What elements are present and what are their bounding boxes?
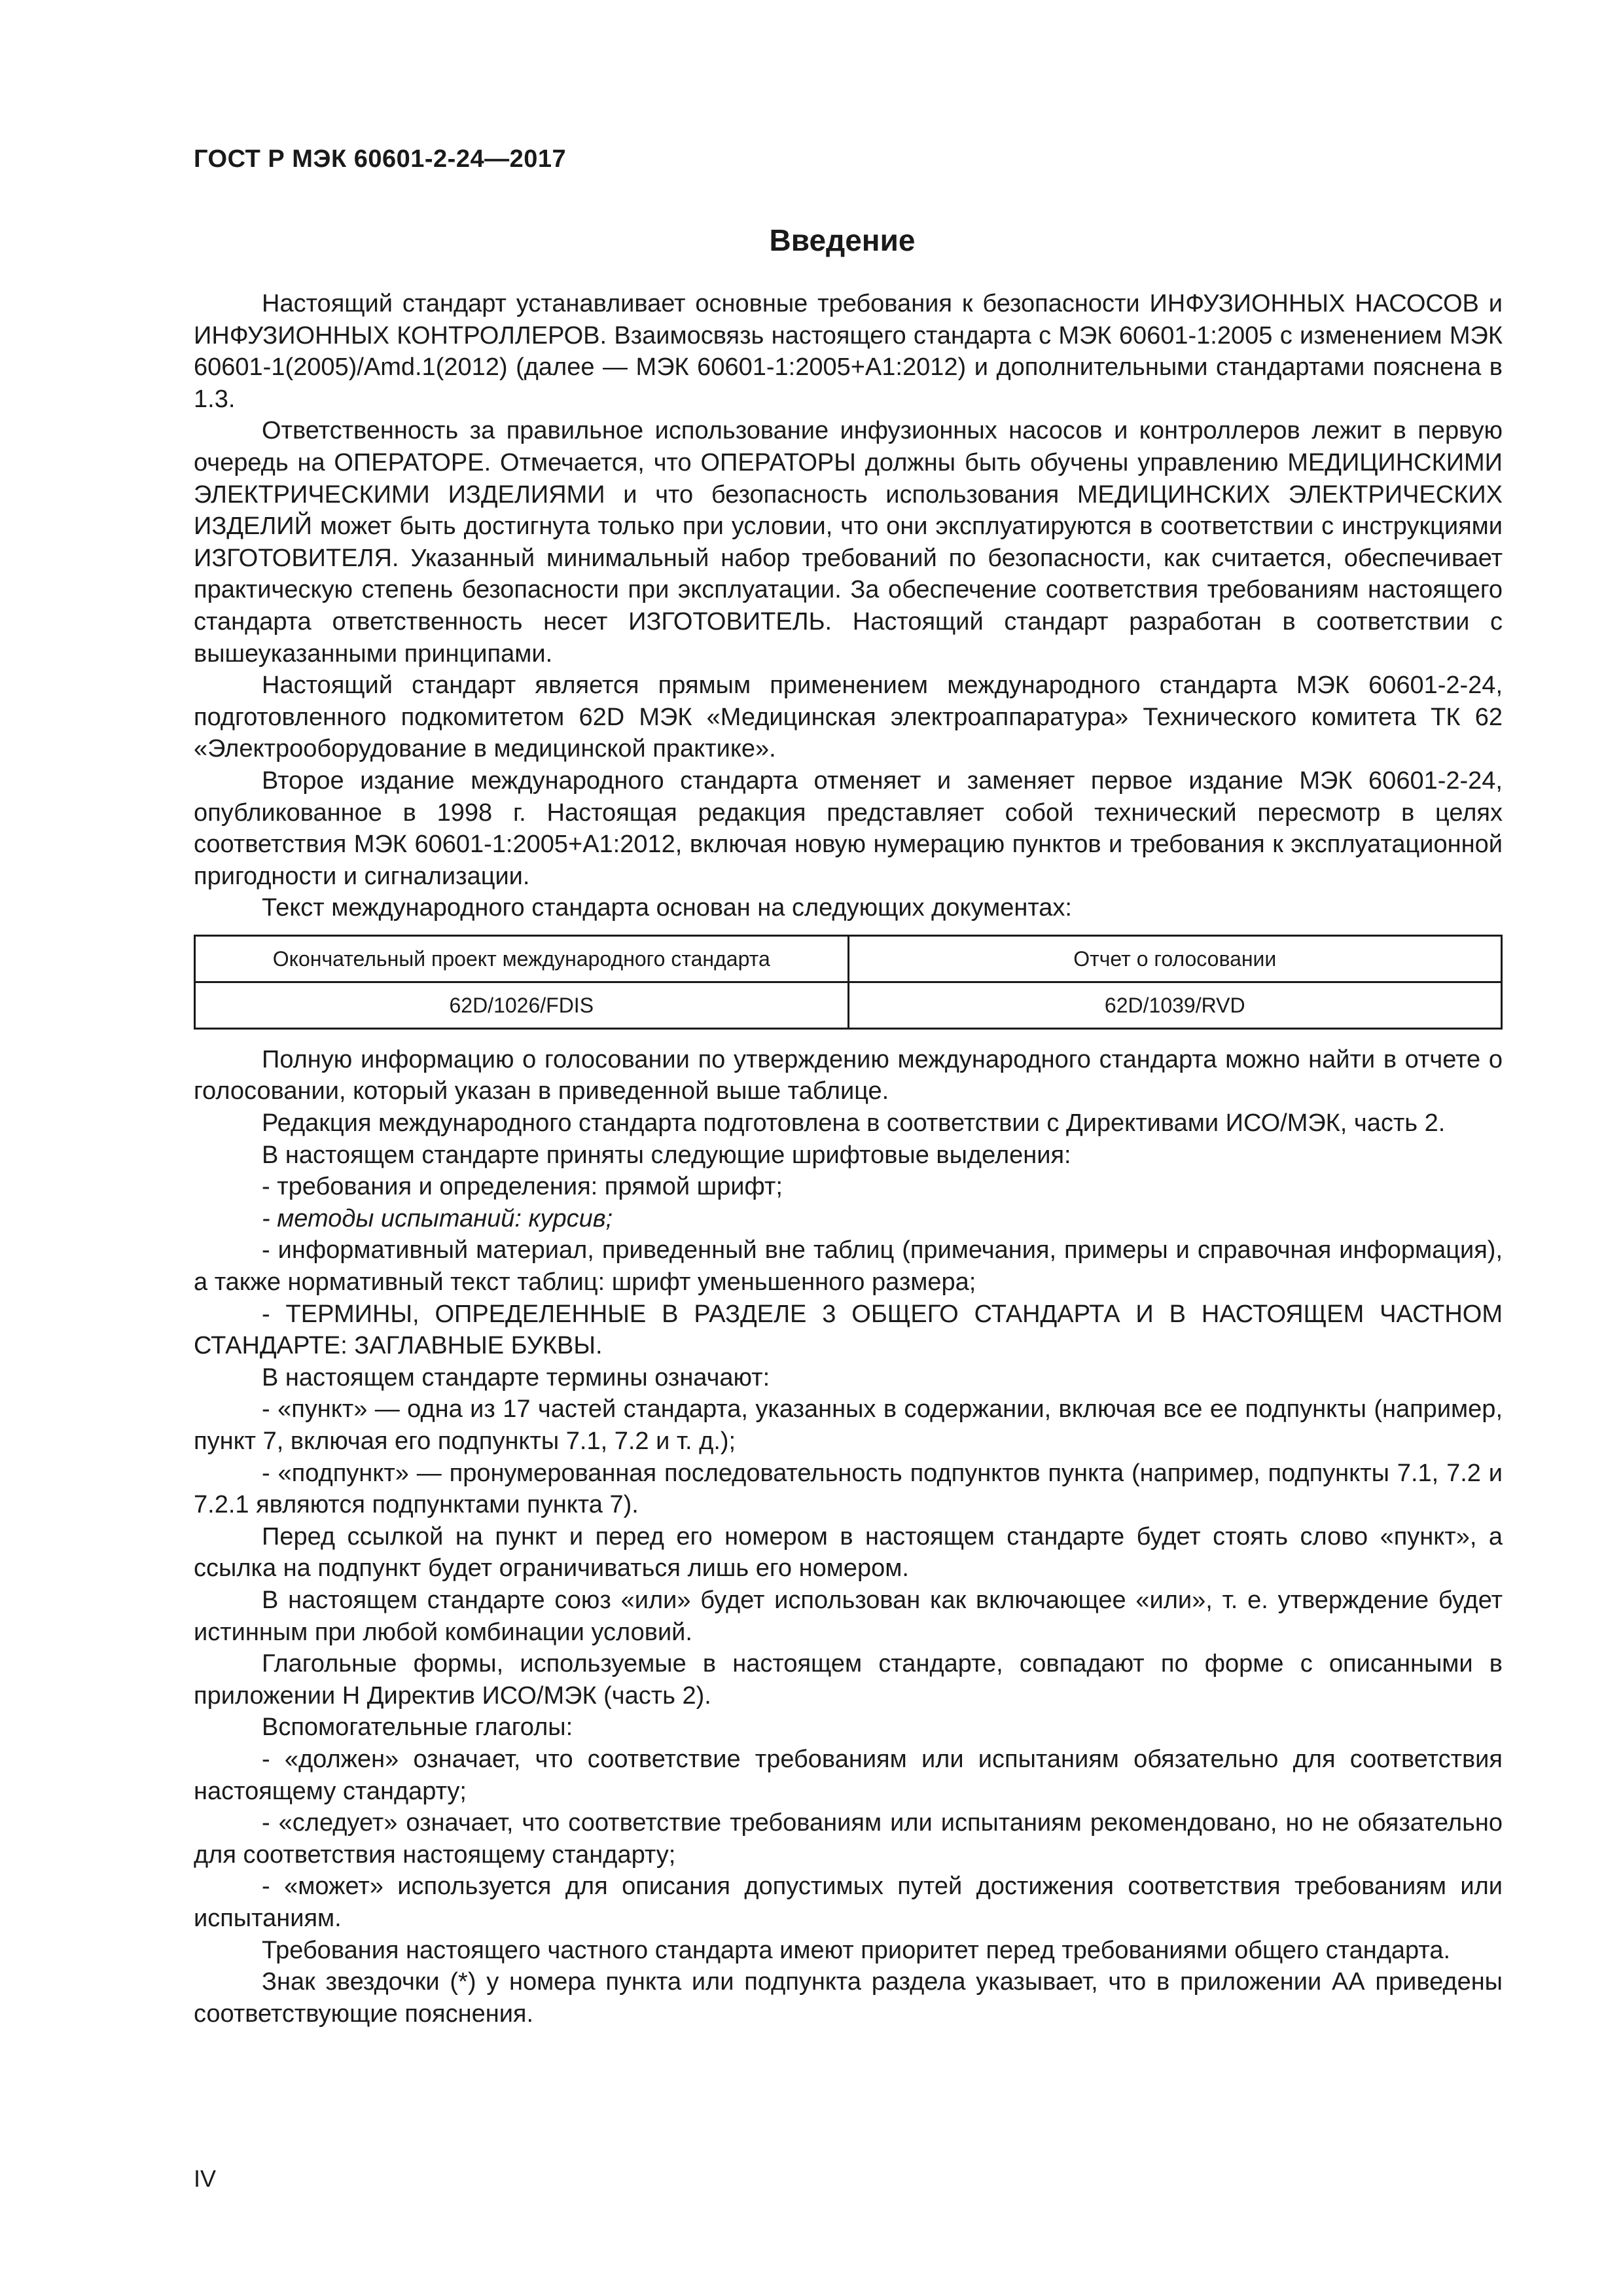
paragraph: Требования настоящего частного стандарта имеют приоритет перед требованиями общего стандарта. (262, 1936, 1451, 1964)
paragraph: Редакция международного стандарта подготовлена в соответствии с Директивами ИСО/МЭК, часть 2. (262, 1109, 1446, 1138)
paragraph: Глагольные формы, используемые в настоящем стандарте, совпадают по форме с описанными в приложении Н Директив ИСО/МЭК (часть 2). (194, 1650, 1503, 1710)
table-header-row (195, 935, 1502, 982)
paragraph: Перед ссылкой на пункт и перед его номером в настоящем стандарте будет стоять слово «пункт», а ссылка на подпункт будет ограничиваться лишь его номером. (194, 1522, 1503, 1583)
paragraph: В настоящем стандарте термины означают: (262, 1363, 770, 1391)
paragraph: - информативный материал, приведенный вне таблиц (примечания, примеры и справочная информация), а также нормативный текст таблиц: шрифт уменьшенного размера; (194, 1236, 1503, 1297)
paragraph: Вспомогательные глаголы: (262, 1713, 573, 1742)
paragraph: Полную информацию о голосовании по утверждению международного стандарта можно найти в отчете о голосовании, который указан в приведенной выше таблице. (194, 1045, 1503, 1105)
paragraph: Второе издание международного стандарта отменяет и заменяет первое издание МЭК 60601-2-24, опубликованное в 1998 г. Настоящая редакция представляет собой технический пересмотр в целях соответствия МЭК 60601-1:2005+А1:2012, включая новую нумерацию пунктов и требования к эксплуатационной пригодности и сигнализации. (194, 766, 1503, 890)
paragraph: - требования и определения: прямой шрифт; (262, 1173, 783, 1201)
paragraph: - «подпункт» — пронумерованная последовательность подпунктов пункта (например, подпункты 7.1, 7.2 и 7.2.1 являются подпунктами пункта 7). (194, 1459, 1503, 1519)
paragraph: - ТЕРМИНЫ, ОПРЕДЕЛЕННЫЕ В РАЗДЕЛЕ 3 ОБЩЕГО СТАНДАРТА И В НАСТОЯЩЕМ ЧАСТНОМ СТАНДАРТЕ: ЗАГЛАВНЫЕ БУКВЫ. (194, 1300, 1503, 1360)
paragraph: - «может» используется для описания допустимых путей достижения соответствия требованиям или испытаниям. (194, 1873, 1503, 1932)
table-header-cell: Отчет о голосовании (848, 935, 1502, 982)
table-cell: 62D/1026/FDIS (195, 982, 849, 1028)
paragraph: - «должен» означает, что соответствие требованиям или испытаниям обязательно для соответствия настоящему стандарту; (194, 1745, 1503, 1805)
paragraph-italic: - методы испытаний: курсив; (262, 1204, 613, 1232)
paragraph: Настоящий стандарт устанавливает основные требования к безопасности ИНФУЗИОННЫХ НАСОСОВ и ИНФУЗИОННЫХ КОНТРОЛЛЕРОВ. Взаимосвязь настоящего стандарта с МЭК 60601-1:2005 с изменением МЭК 60601-1(2005)/Amd.1(2012) (далее — МЭК 60601-1:2005+A1:2012) и дополнительными стандартами пояснена в 1.3. (194, 290, 1503, 413)
body-text (194, 288, 1503, 2030)
paragraph: - «пункт» — одна из 17 частей стандарта, указанных в содержании, включая все ее подпункты (например, пункт 7, включая его подпункты 7.1, 7.2 и т. д.); (194, 1395, 1503, 1455)
standard-code-header: ГОСТ Р МЭК 60601-2-24—2017 (194, 145, 567, 173)
section-title: Введение (769, 223, 916, 257)
paragraph: Знак звездочки (*) у номера пункта или подпункта раздела указывает, что в приложении АА приведены соответствующие пояснения. (194, 1968, 1503, 2028)
paragraph: - «следует» означает, что соответствие требованиям или испытаниям рекомендовано, но не обязательно для соответствия настоящему стандарту; (194, 1809, 1503, 1869)
paragraph: Текст международного стандарта основан на следующих документах: (262, 894, 1072, 922)
paragraph: Ответственность за правильное использование инфузионных насосов и контроллеров лежит в первую очередь на ОПЕРАТОРЕ. Отмечается, что ОПЕРАТОРЫ должны быть обучены управлению МЕДИЦИНСКИМИ ЭЛЕКТРИЧЕСКИМИ ИЗДЕЛИЯМИ и что безопасность использования МЕДИЦИНСКИХ ЭЛЕКТРИЧЕСКИХ ИЗДЕЛИЙ может быть достигнута только при условии, что они эксплуатируются в соответствии с инструкциями ИЗГОТОВИТЕЛЯ. Указанный минимальный набор требований по безопасности, как считается, обеспечивает практическую степень безопасности при эксплуатации. За обеспечение соответствия требованиям настоящего стандарта ответственность несет ИЗГОТОВИТЕЛЬ. Настоящий стандарт разработан в соответствии с вышеуказанными принципами. (194, 417, 1503, 668)
table-header-cell: Окончательный проект международного стандарта (195, 935, 849, 982)
source-documents-table-wrap (194, 935, 1503, 1030)
paragraph: В настоящем стандарте приняты следующие шрифтовые выделения: (262, 1141, 1071, 1169)
table-row (195, 982, 1502, 1028)
source-documents-table (194, 935, 1503, 1030)
paragraph: Настоящий стандарт является прямым применением международного стандарта МЭК 60601-2-24, подготовленного подкомитетом 62D МЭК «Медицинская электроаппаратура» Технического комитета ТК 62 «Электрооборудование в медицинской практике». (194, 672, 1503, 763)
paragraph: В настоящем стандарте союз «или» будет использован как включающее «или», т. е. утверждение будет истинным при любой комбинации условий. (194, 1586, 1503, 1646)
table-cell: 62D/1039/RVD (848, 982, 1502, 1028)
page-number: IV (194, 2165, 217, 2192)
